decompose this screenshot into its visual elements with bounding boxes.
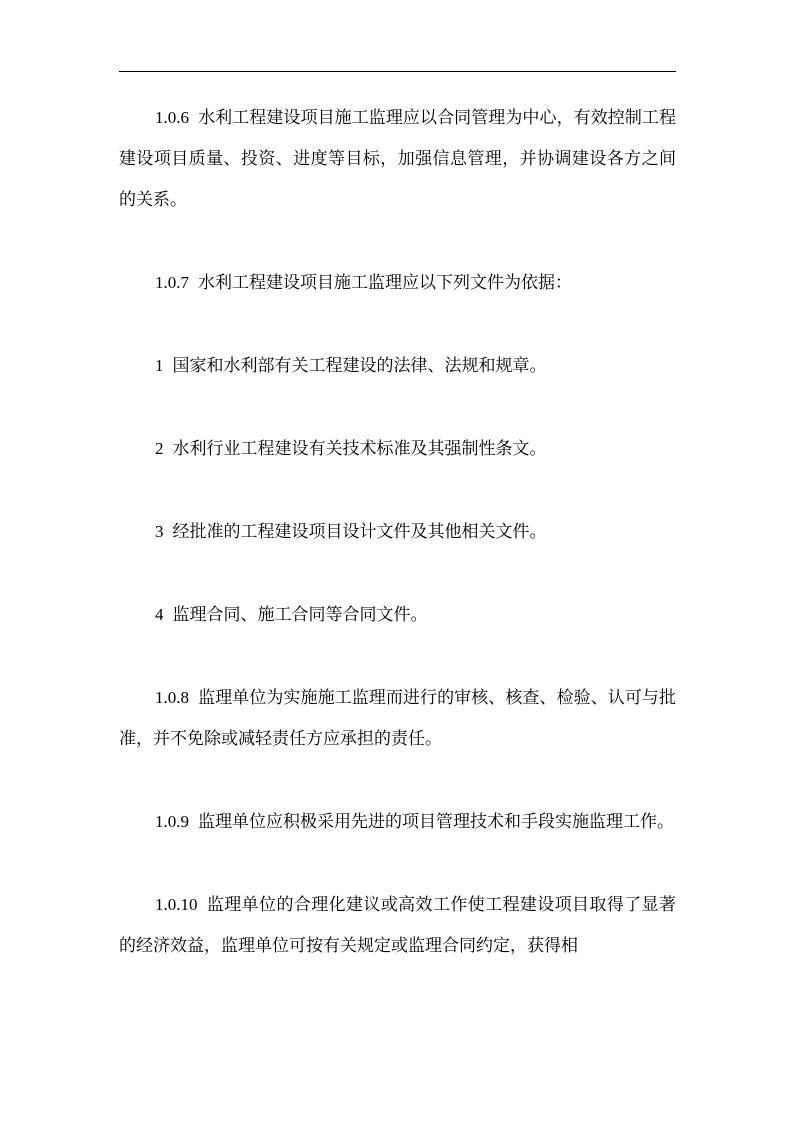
clause-text: 水利工程建设项目施工监理应以合同管理为中心，有效控制工程建设项目质量、投资、进度等目标，加强信息管理，并协调建设各方之间的关系。 xyxy=(119,108,676,210)
list-item-2 xyxy=(119,428,676,470)
list-number: 3 xyxy=(155,522,164,541)
body-text xyxy=(119,97,676,967)
clause-text: 监理单位的合理化建议或高效工作使工程建设项目取得了显著的经济效益，监理单位可按有关规定或监理合同约定，获得相 xyxy=(119,895,676,956)
paragraph-1-0-8 xyxy=(119,677,676,760)
list-item-3 xyxy=(119,511,676,553)
clause-text: 监理单位应积极采用先进的项目管理技术和手段实施监理工作。 xyxy=(198,812,674,832)
clause-number: 1.0.9 xyxy=(155,812,189,831)
list-number: 2 xyxy=(155,439,164,458)
list-item-4 xyxy=(119,594,676,636)
list-text: 经批准的工程建设项目设计文件及其他相关文件。 xyxy=(172,522,547,542)
list-number: 1 xyxy=(155,356,164,375)
paragraph-1-0-9 xyxy=(119,801,676,843)
clause-number: 1.0.8 xyxy=(155,688,189,707)
list-text: 监理合同、施工合同等合同文件。 xyxy=(172,605,428,625)
list-text: 国家和水利部有关工程建设的法律、法规和规章。 xyxy=(172,356,547,376)
clause-number: 1.0.7 xyxy=(155,273,189,292)
clause-text: 水利工程建设项目施工监理应以下列文件为依据： xyxy=(198,273,572,293)
clause-number: 1.0.10 xyxy=(155,895,198,914)
list-text: 水利行业工程建设有关技术标准及其强制性条文。 xyxy=(172,439,547,459)
paragraph-1-0-10 xyxy=(119,884,676,967)
paragraph-1-0-7 xyxy=(119,262,676,304)
list-item-1 xyxy=(119,345,676,387)
clause-number: 1.0.6 xyxy=(155,108,189,127)
header-rule xyxy=(119,71,676,72)
list-number: 4 xyxy=(155,605,164,624)
paragraph-1-0-6 xyxy=(119,97,676,221)
clause-text: 监理单位为实施施工监理而进行的审核、核查、检验、认可与批准，并不免除或减轻责任方应承担的责任。 xyxy=(119,688,676,749)
